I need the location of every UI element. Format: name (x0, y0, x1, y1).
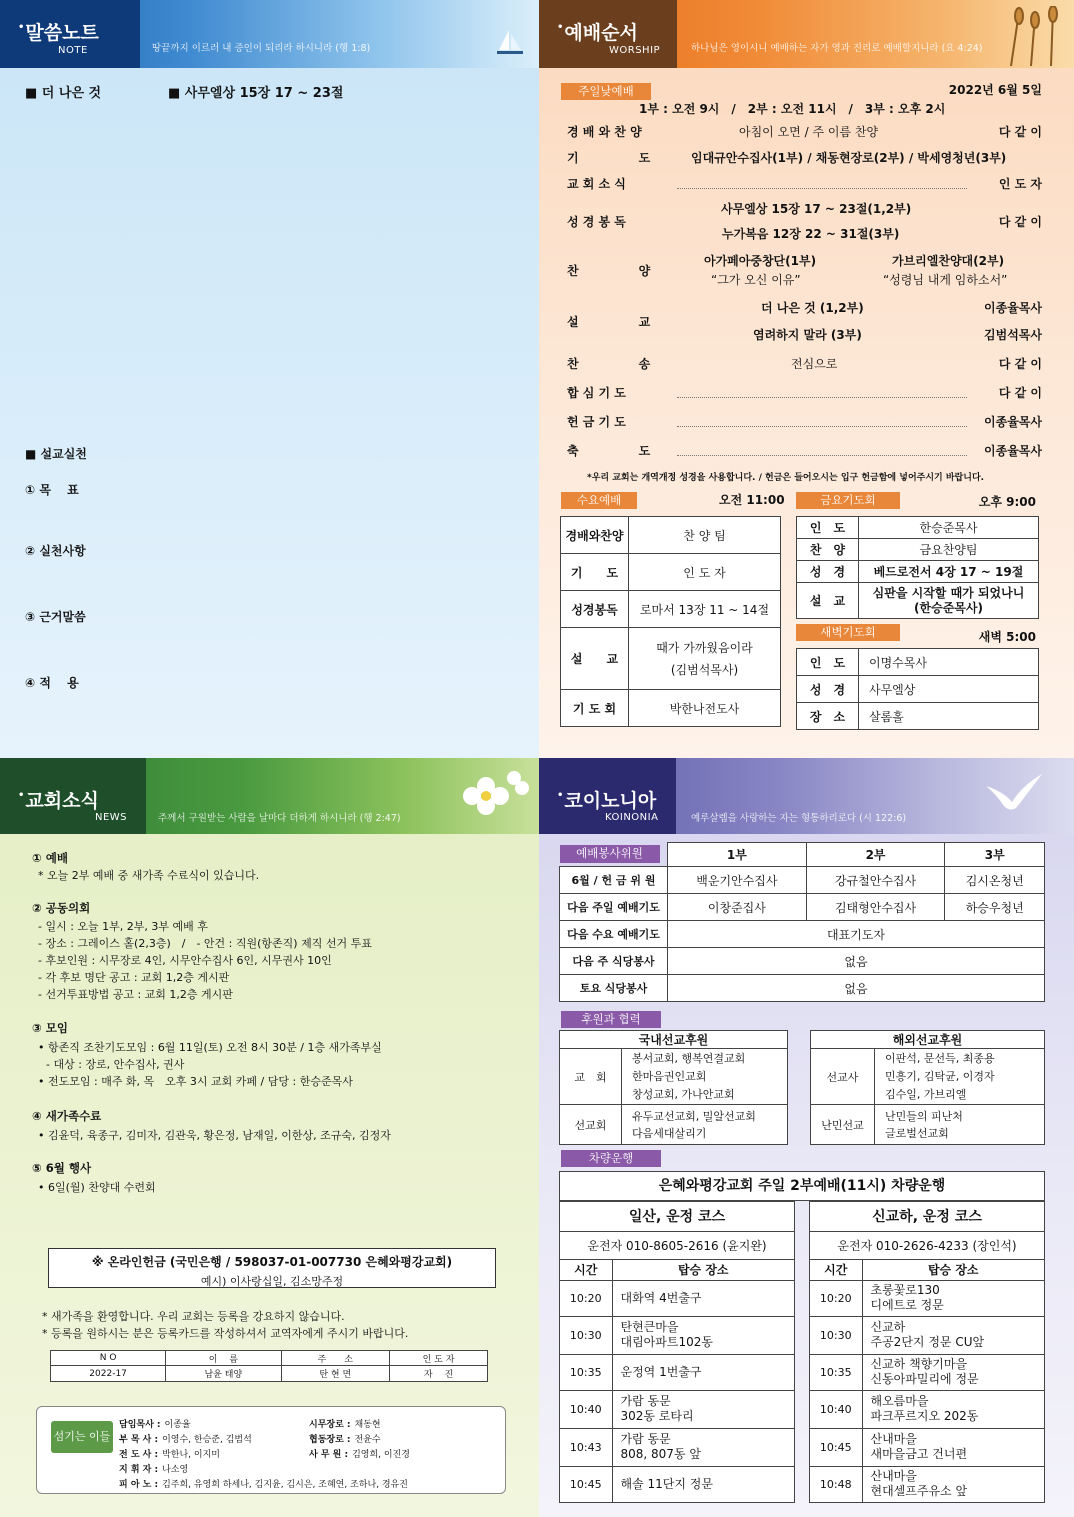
course-2-driver: 운전자 010-2626-4233 (장인석) (810, 1232, 1044, 1260)
server-names: 나소영 (162, 1465, 189, 1475)
service-key-4: 다음 주 식당봉사 (560, 948, 668, 975)
course-1-table (560, 1260, 794, 1502)
news-line: - 후보인원 : 시무장로 4인, 시무안수집사 6인, 시무권사 10인 (38, 954, 332, 967)
order-key-4: 성 경 봉 독 (567, 215, 626, 229)
server-row (119, 1477, 408, 1490)
wed-val-1: 찬 양 팀 (629, 517, 781, 554)
note-verse: 땅끝까지 이르러 내 증인이 되리라 하시니라 (행 1:8) (152, 43, 371, 54)
order-content-4b: 누가복음 12장 22 ~ 31절(3부) (722, 227, 900, 241)
fri-key-3: 성 경 (797, 561, 859, 583)
service-key-1: 6월 / 헌 금 위 원 (560, 867, 668, 894)
fri-time: 오후 9:00 (978, 495, 1036, 509)
wed-table (560, 516, 781, 727)
car-course-1 (559, 1201, 795, 1503)
worship-banner (539, 0, 1074, 68)
stop-time: 10:30 (560, 1316, 612, 1354)
service-col-1: 1부 (668, 843, 807, 867)
car-tag: 차량운행 (561, 1150, 661, 1167)
stop-time: 10:35 (810, 1354, 862, 1390)
wed-key-4: 설 교 (561, 628, 629, 690)
course-head: 탑승 장소 (862, 1260, 1044, 1280)
server-role: 부 목 사 : (119, 1435, 159, 1445)
note-heading-2: ■ 사무엘상 15장 17 ~ 23절 (168, 86, 344, 101)
stop-place: 운정역 1번출구 (612, 1354, 794, 1390)
order-key-10: 축 도 (567, 444, 651, 458)
news-section-heading: ③ 모임 (32, 1021, 68, 1035)
stop-place: 해오름마을 파크푸르지오 202동 (862, 1390, 1044, 1428)
flower-icon (442, 758, 532, 834)
reg-no: 2022-17 (51, 1366, 166, 1382)
stop-place: 초롱꽃로130 디에트로 정문 (862, 1280, 1044, 1316)
server-role: 시무장로 : (309, 1420, 351, 1430)
sunday-tag: 주일낮예배 (561, 83, 651, 100)
service-col-3: 3부 (945, 843, 1045, 867)
wed-key-5: 기 도 회 (561, 690, 629, 727)
stop-time: 10:45 (810, 1428, 862, 1466)
note-label (0, 0, 140, 68)
server-role: 협동장로 : (309, 1435, 351, 1445)
koinonia-panel (539, 758, 1074, 1517)
stop-time: 10:40 (810, 1390, 862, 1428)
news-section-heading: ⑤ 6월 행사 (32, 1161, 92, 1175)
service-val-2b: 김태형안수집사 (806, 894, 945, 921)
order-right-4: 다 같 이 (998, 215, 1042, 229)
reg-head-addr: 주 소 (281, 1351, 390, 1366)
server-row (119, 1447, 220, 1460)
registration-table (50, 1350, 488, 1382)
domestic-key-1: 교 회 (560, 1049, 622, 1105)
koinonia-eng: KOINONIA (605, 812, 659, 823)
order-key-6: 설 교 (567, 315, 651, 329)
service-table (559, 842, 1045, 1002)
news-section-heading: ④ 새가족수료 (32, 1109, 102, 1123)
dawn-time: 새벽 5:00 (978, 630, 1036, 644)
welcome-line-1: * 새가족을 환영합니다. 우리 교회는 등록을 강요하지 않습니다. (42, 1310, 345, 1323)
news-line: • 전도모임 : 매주 화, 목 오후 3시 교회 카페 / 담당 : 한승준목사 (38, 1075, 353, 1088)
order-key-5: 찬 양 (567, 264, 651, 278)
servers-tag: 섬기는 이들 (51, 1421, 113, 1453)
fri-key-1: 인 도 (797, 517, 859, 539)
server-names: 김영희, 이진경 (352, 1450, 410, 1460)
news-line: - 각 후보 명단 공고 : 교회 1,2층 게시판 (38, 971, 230, 984)
dawn-table (796, 648, 1039, 730)
fri-table (796, 516, 1039, 619)
order-right-7: 다 같 이 (998, 357, 1042, 371)
news-line: * 오늘 2부 예배 중 새가족 수료식이 있습니다. (38, 869, 260, 882)
order-dots-8 (677, 397, 967, 398)
news-line: • 6일(월) 찬양대 수련회 (38, 1181, 156, 1194)
stop-place: 가람 동문 808, 807동 앞 (612, 1428, 794, 1466)
wed-val-5: 박한나전도사 (629, 690, 781, 727)
server-row (119, 1432, 252, 1445)
wed-val-3: 로마서 13장 11 ~ 14절 (629, 591, 781, 628)
order-content-7: 전심으로 (791, 357, 838, 371)
stop-time: 10:40 (560, 1390, 612, 1428)
wed-key-2: 기 도 (561, 554, 629, 591)
note-panel (0, 0, 539, 758)
reg-name: 남윤 태양 (166, 1366, 281, 1382)
koinonia-title: • 코이노니아 (557, 786, 656, 813)
order-dots-3 (677, 188, 967, 189)
news-banner (0, 758, 539, 834)
server-role: 담임목사 : (119, 1420, 161, 1430)
news-title: • 교회소식 (18, 786, 99, 813)
service-key-3: 다음 수요 예배기도 (560, 921, 668, 948)
order-key-3: 교 회 소 식 (567, 177, 626, 191)
stop-place: 산내마을 현대셀프주유소 앞 (862, 1466, 1044, 1502)
reg-head-name: 이 름 (166, 1351, 281, 1366)
news-line: - 장소 : 그레이스 홀(2,3층) / - 안건 : 직원(항존직) 제직 선거 투표 (38, 937, 372, 950)
choir-1-song: “그가 오신 이유” (711, 273, 801, 287)
abroad-key-2: 난민선교 (811, 1105, 875, 1145)
course-head: 시간 (810, 1260, 862, 1280)
wheat-icon (1001, 6, 1071, 66)
dawn-tag: 새벽기도회 (796, 624, 900, 641)
worship-eng: WORSHIP (609, 45, 661, 56)
service-val-1a: 백운기안수집사 (668, 867, 807, 894)
dawn-key-1: 인 도 (797, 649, 859, 676)
course-head: 시간 (560, 1260, 612, 1280)
order-dots-10 (677, 455, 967, 456)
course-head: 탑승 장소 (612, 1260, 794, 1280)
server-names: 이종율 (164, 1420, 191, 1430)
online-offering-box (48, 1248, 496, 1288)
sermon-1-title: 더 나은 것 (1,2부) (761, 301, 864, 315)
server-row (309, 1432, 381, 1445)
domestic-key-2: 선교회 (560, 1105, 622, 1145)
service-tag-cell (560, 843, 668, 867)
choir-2-name: 가브리엘찬양대(2부) (892, 254, 1005, 268)
servers-box (36, 1406, 506, 1494)
server-row (119, 1462, 188, 1475)
note-heading-1: ■ 더 나은 것 (25, 86, 102, 101)
dawn-key-2: 성 경 (797, 676, 859, 703)
stop-place: 가람 동문 302동 로타리 (612, 1390, 794, 1428)
practice-heading: ■ 설교실천 (25, 447, 87, 461)
course-1-name: 일산, 운정 코스 (560, 1202, 794, 1232)
server-names: 전윤수 (354, 1435, 381, 1445)
worship-label (539, 0, 677, 68)
service-key-2: 다음 주일 예배기도 (560, 894, 668, 921)
stop-place: 탄현큰마을 대림아파트102동 (612, 1316, 794, 1354)
service-val-1b: 강규철안수집사 (806, 867, 945, 894)
reg-guide: 자 진 (390, 1366, 488, 1382)
fri-val-1: 한승준목사 (859, 517, 1039, 539)
stop-place: 해솔 11단지 정문 (612, 1466, 794, 1502)
note-eng: NOTE (58, 45, 88, 56)
bird-icon (984, 772, 1044, 822)
worship-notice: *우리 교회는 개역개정 성경을 사용합니다. / 헌금은 들어오시는 입구 헌금함에 넣어주시기 바랍니다. (587, 473, 985, 483)
dawn-val-2: 사무엘상 (859, 676, 1039, 703)
service-val-3: 대표기도자 (668, 921, 1045, 948)
news-panel (0, 758, 539, 1517)
stop-place: 산내마을 새마을금고 건너편 (862, 1428, 1044, 1466)
practice-item-1: ① 목 표 (25, 483, 79, 497)
online-offering-line-2: 예시) 이사랑십일, 김소망주정 (200, 1275, 344, 1288)
domestic-val-1: 봉서교회, 행복연결교회 한마음권인교회 창성교회, 가나안교회 (622, 1049, 788, 1105)
koinonia-verse: 예루살렘을 사랑하는 자는 형통하리로다 (시 122:6) (691, 813, 907, 824)
dawn-key-3: 장 소 (797, 703, 859, 730)
wed-time: 오전 11:00 (719, 493, 785, 507)
wed-val-2: 인 도 자 (629, 554, 781, 591)
service-val-2c: 하승우청년 (945, 894, 1045, 921)
server-role: 지 휘 자 : (119, 1465, 159, 1475)
news-verse: 주께서 구원받는 사람을 날마다 더하게 하시니라 (행 2:47) (158, 813, 401, 824)
wed-tag: 수요예배 (561, 492, 637, 509)
fri-key-2: 찬 양 (797, 539, 859, 561)
news-line: - 선거투표방법 공고 : 교회 1,2층 게시판 (38, 988, 233, 1001)
news-line: - 일시 : 오늘 1부, 2부, 3부 예배 후 (38, 920, 208, 933)
order-right-9: 이종율목사 (984, 415, 1042, 429)
order-content-4a: 사무엘상 15장 17 ~ 23절(1,2부) (721, 202, 912, 216)
sermon-2-preacher: 김범석목사 (984, 328, 1042, 342)
service-val-1c: 김시온청년 (945, 867, 1045, 894)
order-right-8: 다 같 이 (998, 386, 1042, 400)
worship-panel (539, 0, 1074, 758)
server-row (309, 1447, 410, 1460)
koinonia-banner (539, 758, 1074, 834)
dawn-val-3: 살롬홀 (859, 703, 1039, 730)
order-right-3: 인 도 자 (998, 177, 1042, 191)
server-row (309, 1417, 381, 1430)
choir-1-name: 아가페아중창단(1부) (704, 254, 817, 268)
server-names: 김주희, 유영희 하세나, 김지윤, 김시은, 조혜연, 조하나, 경유진 (162, 1480, 408, 1490)
server-role: 전 도 사 : (119, 1450, 159, 1460)
welcome-line-2: * 등록을 원하시는 분은 등록카드를 작성하셔서 교역자에게 주시기 바랍니다. (42, 1327, 409, 1340)
server-role: 피 아 노 : (119, 1480, 159, 1490)
wed-val-4: 때가 가까웠음이라 (김범석목사) (629, 628, 781, 690)
news-eng: NEWS (95, 812, 128, 823)
news-line: • 김윤덕, 육종구, 김미자, 김관욱, 황은정, 남재일, 이한상, 조규숙, 김정자 (38, 1129, 391, 1142)
fri-tag: 금요기도회 (796, 492, 900, 509)
koinonia-label (539, 758, 676, 834)
news-label (0, 758, 146, 834)
car-course-2 (809, 1201, 1045, 1503)
worship-verse: 하나님은 영이시니 예배하는 자가 영과 진리로 예배할지니라 (요 4:24) (691, 43, 983, 54)
fri-val-4: 심판을 시작할 때가 되었나니 (한승준목사) (859, 583, 1039, 619)
stop-place: 신교하 책향기마을 신동아파밀리에 정문 (862, 1354, 1044, 1390)
course-2-name: 신교하, 운정 코스 (810, 1202, 1044, 1232)
order-right-10: 이종율목사 (984, 444, 1042, 458)
service-col-2: 2부 (806, 843, 945, 867)
support-tag: 후원과 협력 (561, 1011, 661, 1028)
stop-time: 10:48 (810, 1466, 862, 1502)
fri-key-4: 설 교 (797, 583, 859, 619)
sermon-1-preacher: 이종율목사 (984, 301, 1042, 315)
abroad-val-2: 난민들의 피난처 글로벌선교회 (875, 1105, 1045, 1145)
car-title: 은혜와평강교회 주일 2부예배(11시) 차량운행 (559, 1171, 1045, 1201)
server-names: 박한나, 이지미 (162, 1450, 220, 1460)
news-line: - 대상 : 장로, 안수집사, 권사 (46, 1058, 185, 1071)
order-content-2: 임대규안수집사(1부) / 채동현장로(2부) / 박세영청년(3부) (691, 151, 1007, 165)
sermon-2-title: 염려하지 말라 (3부) (753, 328, 862, 342)
course-2-table (810, 1260, 1044, 1502)
abroad-head: 해외선교후원 (811, 1031, 1045, 1049)
order-content-1: 아침이 오면 / 주 이름 찬양 (739, 125, 879, 139)
stop-time: 10:20 (810, 1280, 862, 1316)
order-key-9: 헌 금 기 도 (567, 415, 626, 429)
server-row (119, 1417, 191, 1430)
service-val-4: 없음 (668, 948, 1045, 975)
reg-head-guide: 인 도 자 (390, 1351, 488, 1366)
worship-date: 2022년 6월 5일 (948, 83, 1042, 97)
server-role: 사 무 원 : (309, 1450, 349, 1460)
practice-item-4: ④ 적 용 (25, 676, 79, 690)
service-val-2a: 이창준집사 (668, 894, 807, 921)
news-section-heading: ① 예배 (32, 851, 68, 865)
worship-times: 1부 : 오전 9시 / 2부 : 오전 11시 / 3부 : 오후 2시 (639, 102, 946, 116)
note-title: • 말씀노트 (18, 18, 99, 45)
fri-val-3: 베드로전서 4장 17 ~ 19절 (859, 561, 1039, 583)
news-section-heading: ② 공동의회 (32, 901, 91, 915)
abroad-val-1: 이판석, 문선득, 최종용 민흥기, 김탁균, 이경자 김수일, 가브리엘 (875, 1049, 1045, 1105)
stop-time: 10:20 (560, 1280, 612, 1316)
server-names: 채동현 (354, 1420, 381, 1430)
choir-2-song: “성령님 내게 임하소서” (883, 273, 1008, 287)
course-1-driver: 운전자 010-8605-2616 (윤지완) (560, 1232, 794, 1260)
note-banner (0, 0, 539, 68)
stop-time: 10:45 (560, 1466, 612, 1502)
wed-key-3: 성경봉독 (561, 591, 629, 628)
stop-place: 신교하 주공2단지 정문 CU앞 (862, 1316, 1044, 1354)
fri-val-2: 금요찬양팀 (859, 539, 1039, 561)
support-table-abroad (810, 1030, 1045, 1145)
domestic-val-2: 유두교선교회, 밀알선교회 다음세대살리기 (622, 1105, 788, 1145)
practice-item-3: ③ 근거말씀 (25, 610, 86, 624)
order-key-2: 기 도 (567, 151, 651, 165)
stop-time: 10:43 (560, 1428, 612, 1466)
support-table-domestic (559, 1030, 788, 1145)
server-names: 이영수, 한승준, 김범석 (162, 1435, 252, 1445)
wed-key-1: 경배와찬양 (561, 517, 629, 554)
reg-addr: 탄 현 면 (281, 1366, 390, 1382)
sailboat-icon (495, 28, 525, 58)
order-right-1: 다 같 이 (998, 125, 1042, 139)
dawn-val-1: 이명수목사 (859, 649, 1039, 676)
service-val-5: 없음 (668, 975, 1045, 1002)
news-line: • 항존직 조찬기도모임 : 6월 11일(토) 오전 8시 30분 / 1층 새가족부실 (38, 1041, 382, 1054)
order-key-7: 찬 송 (567, 357, 651, 371)
worship-title: • 예배순서 (557, 18, 638, 45)
online-offering-line-1: ※ 온라인헌금 (국민은행 / 598037-01-007730 은혜와평강교회) (91, 1255, 453, 1269)
order-key-1: 경 배 와 찬 양 (567, 125, 642, 139)
order-dots-9 (677, 426, 967, 427)
service-key-5: 토요 식당봉사 (560, 975, 668, 1002)
stop-time: 10:30 (810, 1316, 862, 1354)
domestic-head: 국내선교후원 (560, 1031, 788, 1049)
practice-item-2: ② 실천사항 (25, 544, 86, 558)
abroad-key-1: 선교사 (811, 1049, 875, 1105)
service-tag: 예배봉사위원 (560, 845, 660, 863)
stop-place: 대화역 4번출구 (612, 1280, 794, 1316)
order-key-8: 합 심 기 도 (567, 386, 626, 400)
stop-time: 10:35 (560, 1354, 612, 1390)
reg-head-no: N O (51, 1351, 166, 1366)
